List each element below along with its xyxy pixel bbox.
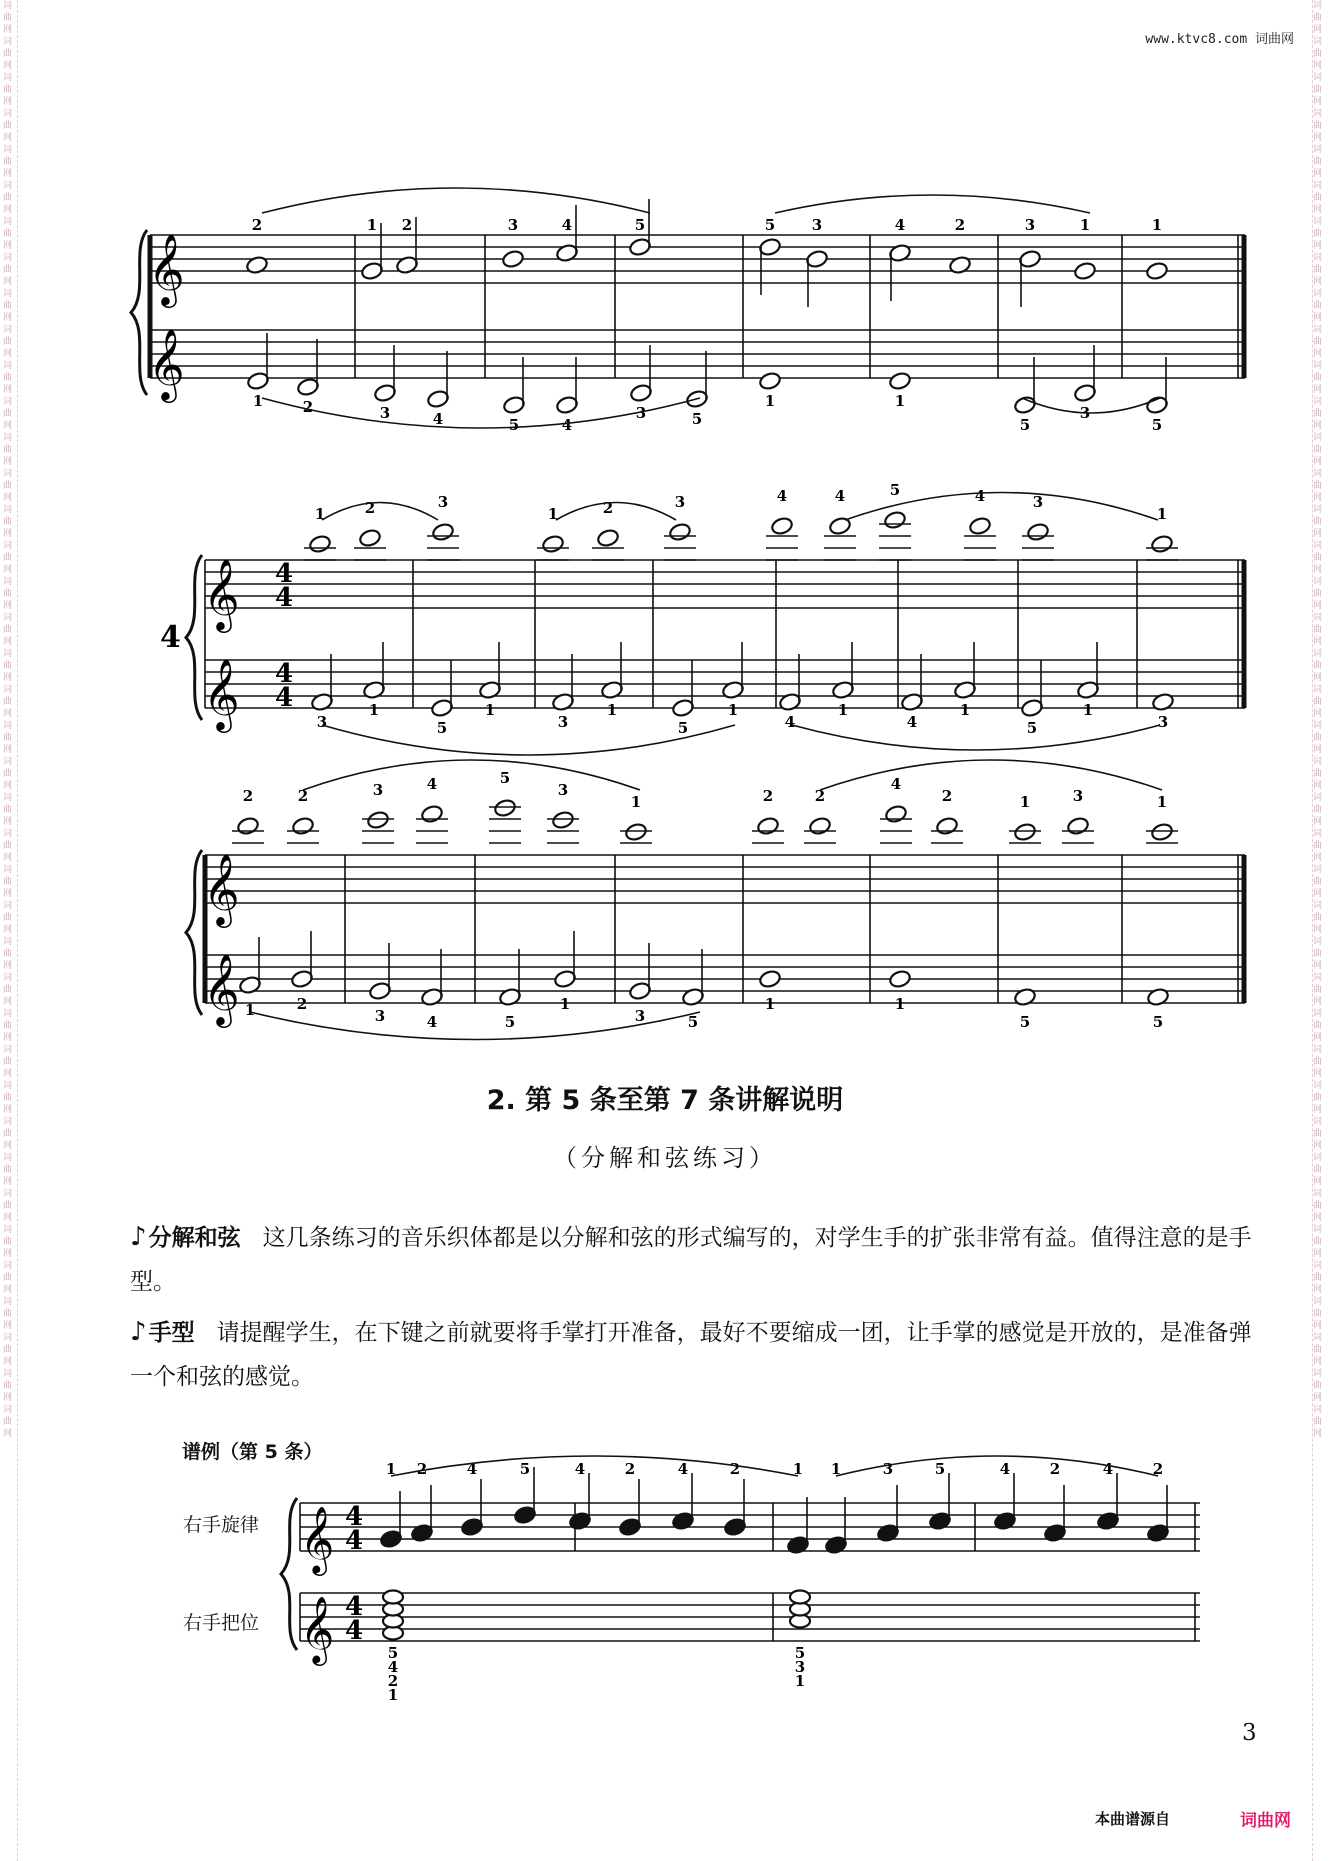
note-head bbox=[1150, 534, 1174, 554]
fingering-number: 4 bbox=[426, 1013, 438, 1031]
fingering-number: 3 bbox=[557, 713, 569, 731]
note-head bbox=[1151, 692, 1175, 712]
fingering-number: 4 bbox=[561, 416, 573, 434]
note-head bbox=[420, 804, 444, 824]
note-head bbox=[1026, 522, 1050, 542]
fingering-number: 4 bbox=[894, 216, 906, 234]
fingering-number: 3 bbox=[557, 781, 569, 799]
fingering-number: 2 bbox=[302, 398, 314, 416]
note-head bbox=[1146, 987, 1170, 1007]
fingering-number: 1 bbox=[830, 1460, 842, 1478]
fingering-number: 1 bbox=[1079, 216, 1091, 234]
note-head bbox=[1013, 987, 1037, 1007]
fingering-number: 3 bbox=[1157, 713, 1169, 731]
fingering-number: 3 bbox=[635, 404, 647, 422]
fingering-number: 5 bbox=[387, 1644, 399, 1662]
note-head bbox=[1145, 261, 1169, 281]
fingering-number: 5 bbox=[504, 1013, 516, 1031]
fingering-number: 4 bbox=[432, 410, 444, 428]
note-head bbox=[935, 816, 959, 836]
fingering-number: 1 bbox=[1082, 701, 1094, 719]
fingering-number: 4 bbox=[1102, 1460, 1114, 1478]
paragraph-arpeggio bbox=[130, 1215, 1255, 1304]
fingering-number: 4 bbox=[906, 713, 918, 731]
fingering-number: 5 bbox=[1019, 416, 1031, 434]
fingering-number: 1 bbox=[559, 995, 571, 1013]
fingering-number: 1 bbox=[764, 995, 776, 1013]
fingering-number: 2 bbox=[364, 499, 376, 517]
fingering-number: 2 bbox=[602, 499, 614, 517]
note-head bbox=[624, 822, 648, 842]
slur bbox=[262, 398, 703, 428]
note-head bbox=[948, 255, 972, 275]
note-head bbox=[1073, 261, 1097, 281]
note-head bbox=[758, 371, 782, 391]
section-subtitle: （分解和弦练习） bbox=[553, 1144, 777, 1172]
fingering-number: 1 bbox=[314, 505, 326, 523]
treble-clef-icon: 𝄞 bbox=[203, 657, 240, 730]
fingering-number: 4 bbox=[784, 713, 796, 731]
fingering-number: 4 bbox=[561, 216, 573, 234]
fingering-number: 3 bbox=[374, 1007, 386, 1025]
fingering-number: 1 bbox=[1151, 216, 1163, 234]
time-signature: 4 bbox=[275, 683, 294, 713]
fingering-number: 1 bbox=[1156, 505, 1168, 523]
fingering-number: 2 bbox=[1049, 1460, 1061, 1478]
slur bbox=[775, 195, 1090, 213]
treble-clef-icon: 𝄞 bbox=[203, 557, 240, 630]
fingering-number: 1 bbox=[1019, 793, 1031, 811]
fingering-number: 2 bbox=[624, 1460, 636, 1478]
fingering-number: 5 bbox=[794, 1644, 806, 1662]
fingering-number: 1 bbox=[366, 216, 378, 234]
note-head bbox=[668, 522, 692, 542]
fingering-number: 2 bbox=[296, 995, 308, 1013]
fingering-number: 5 bbox=[436, 719, 448, 737]
fingering-number: 2 bbox=[242, 787, 254, 805]
fingering-number: 2 bbox=[251, 216, 263, 234]
note-head bbox=[366, 810, 390, 830]
fingering-number: 1 bbox=[894, 995, 906, 1013]
fingering-number: 3 bbox=[437, 493, 449, 511]
fingering-number: 5 bbox=[1151, 416, 1163, 434]
fingering-number: 3 bbox=[634, 1007, 646, 1025]
note-head bbox=[236, 816, 260, 836]
note-head bbox=[291, 816, 315, 836]
time-signature: 4 bbox=[345, 1616, 364, 1646]
fingering-number: 5 bbox=[508, 416, 520, 434]
footer-source: 本曲谱源自 bbox=[1095, 1810, 1171, 1828]
fingering-number: 2 bbox=[416, 1460, 428, 1478]
fingering-number: 3 bbox=[1072, 787, 1084, 805]
note-head bbox=[596, 528, 620, 548]
slur bbox=[792, 725, 1160, 750]
fingering-number: 5 bbox=[687, 1013, 699, 1031]
treble-clef-icon: 𝄞 bbox=[300, 1595, 335, 1663]
fingering-number: 3 bbox=[372, 781, 384, 799]
fingering-number: 5 bbox=[1026, 719, 1038, 737]
fingering-number: 5 bbox=[677, 719, 689, 737]
fingering-number: 4 bbox=[574, 1460, 586, 1478]
fingering-number: 4 bbox=[890, 775, 902, 793]
fingering-number: 2 bbox=[954, 216, 966, 234]
note-head bbox=[501, 249, 525, 269]
system-2 bbox=[186, 481, 1245, 755]
note-head bbox=[1013, 822, 1037, 842]
paragraph-lead: 手型 bbox=[148, 1320, 195, 1346]
fingering-number: 2 bbox=[387, 1672, 399, 1690]
fingering-number: 5 bbox=[1019, 1013, 1031, 1031]
fingering-number: 5 bbox=[764, 216, 776, 234]
treble-clef-icon: 𝄞 bbox=[300, 1505, 335, 1573]
paragraph-hand-shape bbox=[130, 1310, 1255, 1399]
fingering-number: 5 bbox=[1152, 1013, 1164, 1031]
note-head bbox=[758, 969, 782, 989]
slur bbox=[303, 760, 640, 790]
fingering-number: 4 bbox=[776, 487, 788, 505]
fingering-number: 2 bbox=[814, 787, 826, 805]
fingering-number: 4 bbox=[974, 487, 986, 505]
fingering-number: 3 bbox=[794, 1658, 806, 1676]
right-watermark-strip: 词曲网词曲网词曲网词曲网词曲网词曲网词曲网词曲网词曲网词曲网词曲网词曲网词曲网词曲网词曲网词曲网词曲网词曲网词曲网词曲网词曲网词曲网词曲网词曲网词曲网词曲网词曲网词曲网词曲网词曲网词曲网词曲网词曲网词曲网词曲网词曲网词曲网词曲网词曲网词曲网 bbox=[1312, 0, 1327, 1861]
chord-note-head bbox=[790, 1591, 810, 1604]
brace bbox=[131, 230, 147, 395]
fingering-number: 3 bbox=[316, 713, 328, 731]
note-head bbox=[770, 516, 794, 536]
brace bbox=[186, 555, 202, 720]
fingering-number: 1 bbox=[727, 701, 739, 719]
fingering-number: 3 bbox=[1079, 404, 1091, 422]
fingering-number: 4 bbox=[466, 1460, 478, 1478]
music-note-icon: ♪ bbox=[130, 1222, 147, 1252]
note-head bbox=[808, 816, 832, 836]
slur bbox=[262, 188, 650, 213]
slur bbox=[556, 503, 676, 521]
slur bbox=[322, 725, 735, 755]
note-head bbox=[493, 798, 517, 818]
slur bbox=[322, 503, 438, 521]
fingering-number: 2 bbox=[401, 216, 413, 234]
note-head bbox=[551, 810, 575, 830]
system-1 bbox=[131, 188, 1245, 434]
time-signature: 4 bbox=[275, 583, 294, 613]
paragraph-text: 请提醒学生，在下键之前就要将手掌打开准备，最好不要缩成一团，让手掌的感觉是开放的，是准备弹一个和弦的感觉。 bbox=[130, 1320, 1252, 1390]
fingering-number: 4 bbox=[677, 1460, 689, 1478]
fingering-number: 1 bbox=[547, 505, 559, 523]
fingering-number: 1 bbox=[794, 1672, 806, 1690]
fingering-number: 1 bbox=[894, 392, 906, 410]
paragraph-text: 这几条练习的音乐织体都是以分解和弦的形式编写的，对学生手的扩张非常有益。值得注意的是手型。 bbox=[130, 1225, 1252, 1295]
fingering-number: 1 bbox=[385, 1460, 397, 1478]
note-head bbox=[431, 522, 455, 542]
page-number: 3 bbox=[1242, 1720, 1257, 1746]
note-head bbox=[358, 528, 382, 548]
note-head bbox=[308, 534, 332, 554]
fingering-number: 1 bbox=[244, 1001, 256, 1019]
treble-clef-icon: 𝄞 bbox=[148, 232, 185, 305]
fingering-number: 3 bbox=[1024, 216, 1036, 234]
example-row-label-melody: 右手旋律 bbox=[183, 1514, 260, 1536]
example-score bbox=[281, 1456, 1200, 1704]
fingering-number: 2 bbox=[297, 787, 309, 805]
note-head bbox=[888, 969, 912, 989]
fingering-number: 5 bbox=[499, 769, 511, 787]
time-signature: 4 bbox=[345, 1526, 364, 1556]
fingering-number: 3 bbox=[379, 404, 391, 422]
fingering-number: 2 bbox=[762, 787, 774, 805]
treble-clef-icon: 𝄞 bbox=[203, 852, 240, 925]
fingering-number: 1 bbox=[764, 392, 776, 410]
note-head bbox=[968, 516, 992, 536]
fingering-number: 1 bbox=[1156, 793, 1168, 811]
chord-note-head bbox=[383, 1591, 403, 1604]
note-head bbox=[883, 510, 907, 530]
slur bbox=[250, 1012, 700, 1040]
fingering-number: 4 bbox=[426, 775, 438, 793]
fingering-number: 2 bbox=[941, 787, 953, 805]
fingering-number: 4 bbox=[387, 1658, 399, 1676]
site-url: www.ktvc8.com 词曲网 bbox=[1145, 32, 1294, 47]
fingering-number: 5 bbox=[889, 481, 901, 499]
treble-clef-icon: 𝄞 bbox=[148, 327, 185, 400]
example-label: 谱例（第 5 条） bbox=[182, 1441, 323, 1463]
fingering-number: 1 bbox=[792, 1460, 804, 1478]
note-head bbox=[541, 534, 565, 554]
paragraph-lead: 分解和弦 bbox=[148, 1225, 241, 1251]
fingering-number: 1 bbox=[630, 793, 642, 811]
system-3 bbox=[186, 760, 1245, 1040]
footer-logo: 词曲网 bbox=[1240, 1811, 1291, 1831]
brace bbox=[281, 1498, 297, 1650]
fingering-number: 4 bbox=[999, 1460, 1011, 1478]
note-head bbox=[1066, 816, 1090, 836]
fingering-number: 3 bbox=[882, 1460, 894, 1478]
note-head bbox=[884, 804, 908, 824]
note-head bbox=[756, 816, 780, 836]
left-watermark-strip: 词曲网词曲网词曲网词曲网词曲网词曲网词曲网词曲网词曲网词曲网词曲网词曲网词曲网词曲网词曲网词曲网词曲网词曲网词曲网词曲网词曲网词曲网词曲网词曲网词曲网词曲网词曲网词曲网词曲网词曲网词曲网词曲网词曲网词曲网词曲网词曲网词曲网词曲网词曲网词曲网 bbox=[3, 0, 18, 1861]
fingering-number: 3 bbox=[1032, 493, 1044, 511]
fingering-number: 1 bbox=[387, 1686, 399, 1704]
time-signature: 4 bbox=[345, 1502, 364, 1532]
section-title: 2. 第 5 条至第 7 条讲解说明 bbox=[486, 1085, 844, 1116]
fingering-number: 1 bbox=[252, 392, 264, 410]
treble-clef-icon: 𝄞 bbox=[203, 952, 240, 1025]
time-signature: 4 bbox=[275, 659, 294, 689]
brace bbox=[186, 850, 202, 1015]
fingering-number: 3 bbox=[507, 216, 519, 234]
fingering-number: 1 bbox=[606, 701, 618, 719]
music-note-icon: ♪ bbox=[130, 1317, 147, 1347]
fingering-number: 1 bbox=[959, 701, 971, 719]
fingering-number: 1 bbox=[368, 701, 380, 719]
example-row-label-position: 右手把位 bbox=[183, 1612, 260, 1634]
note-head bbox=[1150, 822, 1174, 842]
time-signature: 4 bbox=[345, 1592, 364, 1622]
fingering-number: 3 bbox=[674, 493, 686, 511]
fingering-number: 5 bbox=[519, 1460, 531, 1478]
time-signature: 4 bbox=[275, 559, 294, 589]
slur bbox=[820, 760, 1162, 790]
fingering-number: 3 bbox=[811, 216, 823, 234]
exercise-number: 4 bbox=[160, 620, 181, 655]
fingering-number: 5 bbox=[934, 1460, 946, 1478]
fingering-number: 1 bbox=[484, 701, 496, 719]
fingering-number: 2 bbox=[1152, 1460, 1164, 1478]
fingering-number: 5 bbox=[691, 410, 703, 428]
fingering-number: 2 bbox=[729, 1460, 741, 1478]
fingering-number: 5 bbox=[634, 216, 646, 234]
fingering-number: 1 bbox=[837, 701, 849, 719]
fingering-number: 4 bbox=[834, 487, 846, 505]
note-head bbox=[888, 371, 912, 391]
slur bbox=[1022, 398, 1160, 413]
note-head bbox=[245, 255, 269, 275]
